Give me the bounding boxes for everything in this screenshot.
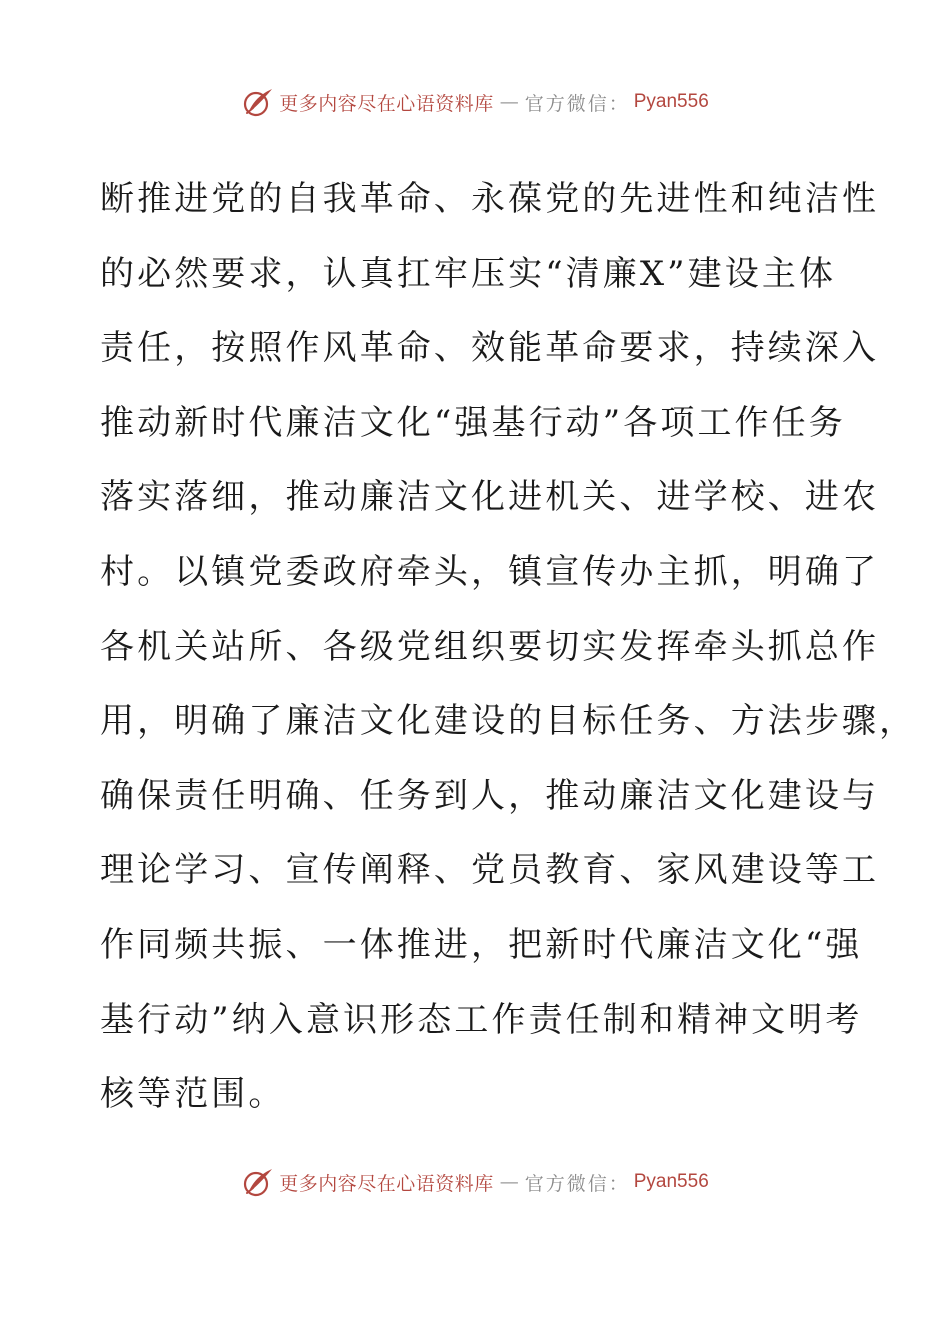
text-line: 基行动”纳入意识形态工作责任制和精神文明考 [100, 999, 863, 1040]
banner-dash: — [499, 91, 519, 113]
text-line: 各机关站所、各级党组织要切实发挥牵头抓总作 [100, 626, 880, 667]
banner-wechat-label: 官方微信： [524, 1172, 630, 1195]
body-paragraph [100, 162, 917, 1132]
text-line: 落实落细，推动廉洁文化进机关、进学校、进农 [100, 477, 880, 518]
text-line: 理论学习、宣传阐释、党员教育、家风建设等工 [100, 850, 880, 891]
text-line: 责任，按照作风革命、效能革命要求，持续深入 [100, 328, 880, 369]
text-line: 推动新时代廉洁文化“强基行动”各项工作任务 [100, 402, 846, 443]
header-banner-content [241, 85, 709, 119]
text-line: 断推进党的自我革命、永葆党的先进性和纯洁性 [100, 179, 880, 219]
text-line: 的必然要求，认真扛牢压实“清廉X”建设主体 [100, 253, 837, 294]
header-banner [0, 82, 950, 122]
footer-banner [0, 1162, 950, 1202]
quill-pen-logo-icon [241, 1165, 275, 1199]
text-line: 作同频共振、一体推进，把新时代廉洁文化“强 [100, 924, 863, 965]
banner-dash: — [499, 1171, 519, 1193]
text-line: 用，明确了廉洁文化建设的目标任务、方法步骤， [100, 701, 917, 742]
banner-wechat-label: 官方微信： [524, 92, 630, 115]
banner-site-name: 更多内容尽在心语资料库 [279, 1172, 494, 1195]
text-line: 村。以镇党委政府牵头，镇宣传办主抓，明确了 [100, 551, 880, 592]
banner-site-name: 更多内容尽在心语资料库 [279, 92, 494, 115]
footer-banner-content [241, 1165, 709, 1199]
quill-pen-logo-icon [241, 85, 275, 119]
text-line: 确保责任明确、任务到人，推动廉洁文化建设与 [100, 775, 880, 816]
banner-wechat-id: Pyan556 [633, 91, 709, 112]
text-line: 核等范围。 [100, 1074, 286, 1115]
banner-wechat-id: Pyan556 [633, 1171, 709, 1192]
